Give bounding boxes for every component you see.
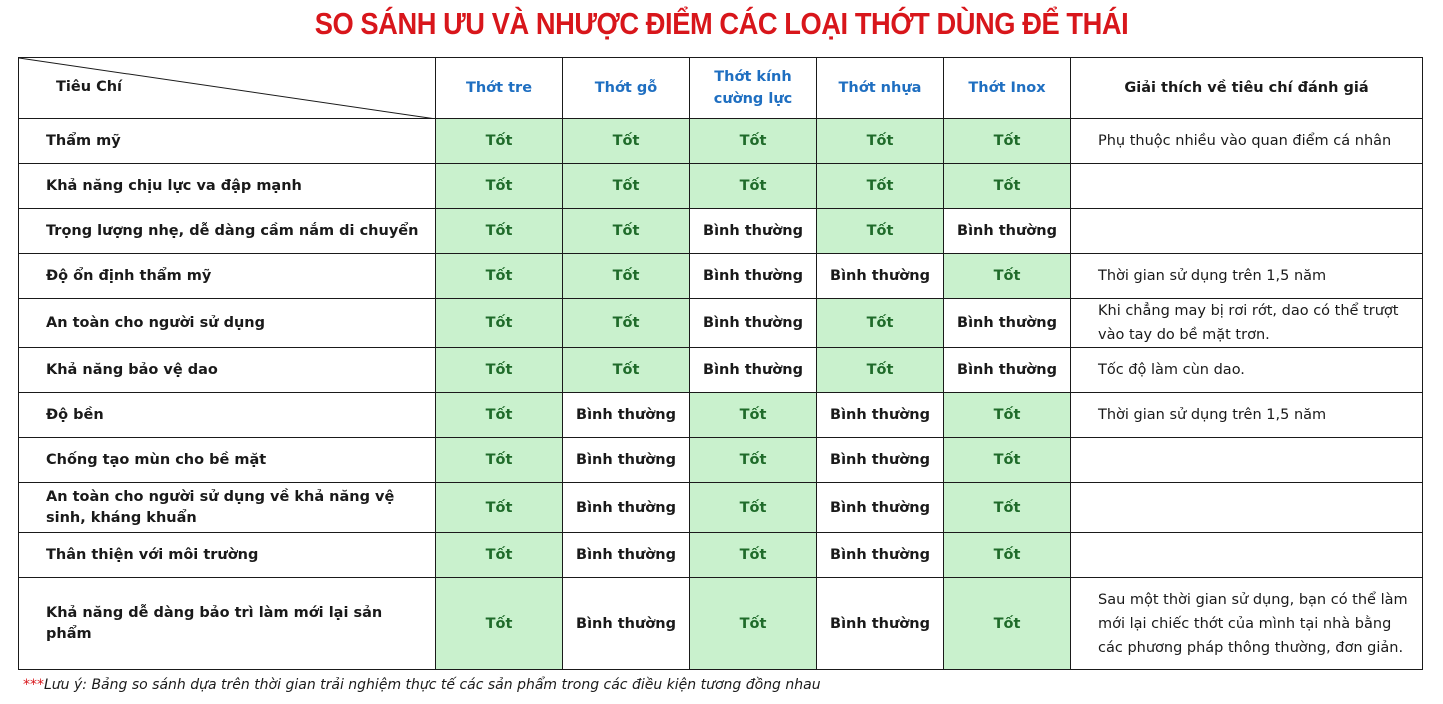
rating-good-cell: Tốt bbox=[436, 209, 563, 254]
rating-normal-cell: Bình thường bbox=[817, 533, 944, 578]
rating-normal-cell: Bình thường bbox=[563, 483, 690, 533]
table-row bbox=[19, 119, 1423, 164]
rating-normal-cell: Bình thường bbox=[563, 438, 690, 483]
rating-good-cell: Tốt bbox=[944, 393, 1071, 438]
rating-normal-cell: Bình thường bbox=[944, 348, 1071, 393]
rating-good-cell: Tốt bbox=[563, 119, 690, 164]
rating-good-cell: Tốt bbox=[944, 483, 1071, 533]
rating-good-cell: Tốt bbox=[817, 119, 944, 164]
rating-good-cell: Tốt bbox=[944, 578, 1071, 670]
rating-good-cell: Tốt bbox=[436, 393, 563, 438]
column-header: Thớt gỗ bbox=[563, 58, 690, 119]
explanation-cell: Thời gian sử dụng trên 1,5 năm bbox=[1071, 393, 1423, 438]
rating-normal-cell: Bình thường bbox=[690, 299, 817, 348]
footnote bbox=[23, 677, 821, 693]
rating-good-cell: Tốt bbox=[944, 254, 1071, 299]
rating-good-cell: Tốt bbox=[690, 578, 817, 670]
rating-normal-cell: Bình thường bbox=[817, 438, 944, 483]
criterion-cell: Chống tạo mùn cho bề mặt bbox=[19, 438, 436, 483]
criterion-cell: Trọng lượng nhẹ, dễ dàng cầm nắm di chuyển bbox=[19, 209, 436, 254]
explanation-cell bbox=[1071, 438, 1423, 483]
rating-good-cell: Tốt bbox=[690, 438, 817, 483]
table-row bbox=[19, 254, 1423, 299]
footnote-stars: *** bbox=[23, 677, 44, 693]
criteria-header bbox=[19, 58, 436, 119]
rating-good-cell: Tốt bbox=[436, 438, 563, 483]
criterion-cell: Khả năng bảo vệ dao bbox=[19, 348, 436, 393]
rating-good-cell: Tốt bbox=[944, 533, 1071, 578]
criterion-cell: Thân thiện với môi trường bbox=[19, 533, 436, 578]
table-row bbox=[19, 164, 1423, 209]
explanation-cell bbox=[1071, 164, 1423, 209]
rating-good-cell: Tốt bbox=[563, 164, 690, 209]
rating-normal-cell: Bình thường bbox=[817, 393, 944, 438]
column-header: Thớt kính cường lực bbox=[690, 58, 817, 119]
footnote-text: Lưu ý: Bảng so sánh dựa trên thời gian trải nghiệm thực tế các sản phẩm trong các điều kiện tương đồng nhau bbox=[44, 677, 821, 693]
rating-normal-cell: Bình thường bbox=[817, 578, 944, 670]
explanation-cell bbox=[1071, 209, 1423, 254]
rating-good-cell: Tốt bbox=[563, 254, 690, 299]
rating-good-cell: Tốt bbox=[817, 164, 944, 209]
rating-good-cell: Tốt bbox=[436, 299, 563, 348]
criteria-header-label: Tiêu Chí bbox=[56, 79, 123, 95]
rating-normal-cell: Bình thường bbox=[944, 299, 1071, 348]
explanation-cell bbox=[1071, 533, 1423, 578]
column-header: Thớt tre bbox=[436, 58, 563, 119]
rating-normal-cell: Bình thường bbox=[690, 254, 817, 299]
rating-good-cell: Tốt bbox=[690, 119, 817, 164]
table-row bbox=[19, 438, 1423, 483]
rating-normal-cell: Bình thường bbox=[690, 348, 817, 393]
rating-good-cell: Tốt bbox=[436, 119, 563, 164]
table-row bbox=[19, 483, 1423, 533]
rating-good-cell: Tốt bbox=[690, 533, 817, 578]
criterion-cell: Thẩm mỹ bbox=[19, 119, 436, 164]
column-header: Thớt Inox bbox=[944, 58, 1071, 119]
explanation-cell: Thời gian sử dụng trên 1,5 năm bbox=[1071, 254, 1423, 299]
rating-normal-cell: Bình thường bbox=[563, 578, 690, 670]
rating-good-cell: Tốt bbox=[944, 164, 1071, 209]
rating-good-cell: Tốt bbox=[690, 393, 817, 438]
rating-normal-cell: Bình thường bbox=[690, 209, 817, 254]
table-header-row bbox=[19, 58, 1423, 119]
rating-normal-cell: Bình thường bbox=[817, 254, 944, 299]
rating-good-cell: Tốt bbox=[817, 348, 944, 393]
rating-good-cell: Tốt bbox=[436, 164, 563, 209]
rating-normal-cell: Bình thường bbox=[817, 483, 944, 533]
table-row bbox=[19, 578, 1423, 670]
page-title: SO SÁNH ƯU VÀ NHƯỢC ĐIỂM CÁC LOẠI THỚT DÙNG ĐỂ THÁI bbox=[314, 6, 1129, 41]
rating-good-cell: Tốt bbox=[563, 299, 690, 348]
rating-good-cell: Tốt bbox=[436, 483, 563, 533]
table-row bbox=[19, 299, 1423, 348]
explanation-cell: Sau một thời gian sử dụng, bạn có thể làm mới lại chiếc thớt của mình tại nhà bằng các phương pháp thông thường, đơn giản. bbox=[1071, 578, 1423, 670]
rating-good-cell: Tốt bbox=[690, 164, 817, 209]
table-row bbox=[19, 348, 1423, 393]
rating-good-cell: Tốt bbox=[944, 438, 1071, 483]
rating-good-cell: Tốt bbox=[436, 578, 563, 670]
rating-good-cell: Tốt bbox=[563, 209, 690, 254]
rating-normal-cell: Bình thường bbox=[563, 533, 690, 578]
rating-good-cell: Tốt bbox=[436, 254, 563, 299]
table-row bbox=[19, 393, 1423, 438]
rating-good-cell: Tốt bbox=[817, 209, 944, 254]
table-body bbox=[19, 119, 1423, 670]
explanation-cell: Phụ thuộc nhiều vào quan điểm cá nhân bbox=[1071, 119, 1423, 164]
criterion-cell: Độ bền bbox=[19, 393, 436, 438]
rating-normal-cell: Bình thường bbox=[944, 209, 1071, 254]
criterion-cell: Khả năng chịu lực va đập mạnh bbox=[19, 164, 436, 209]
explanation-cell: Khi chẳng may bị rơi rớt, dao có thể trượt vào tay do bề mặt trơn. bbox=[1071, 299, 1423, 348]
rating-normal-cell: Bình thường bbox=[563, 393, 690, 438]
explanation-cell: Tốc độ làm cùn dao. bbox=[1071, 348, 1423, 393]
explanation-header: Giải thích về tiêu chí đánh giá bbox=[1071, 58, 1423, 119]
rating-good-cell: Tốt bbox=[944, 119, 1071, 164]
column-header: Thớt nhựa bbox=[817, 58, 944, 119]
rating-good-cell: Tốt bbox=[563, 348, 690, 393]
criterion-cell: An toàn cho người sử dụng bbox=[19, 299, 436, 348]
rating-good-cell: Tốt bbox=[817, 299, 944, 348]
comparison-table bbox=[18, 57, 1423, 670]
criterion-cell: Khả năng dễ dàng bảo trì làm mới lại sản phẩm bbox=[19, 578, 436, 670]
table-row bbox=[19, 533, 1423, 578]
criterion-cell: Độ ổn định thẩm mỹ bbox=[19, 254, 436, 299]
criterion-cell: An toàn cho người sử dụng về khả năng vệ sinh, kháng khuẩn bbox=[19, 483, 436, 533]
table-row bbox=[19, 209, 1423, 254]
explanation-cell bbox=[1071, 483, 1423, 533]
rating-good-cell: Tốt bbox=[436, 533, 563, 578]
rating-good-cell: Tốt bbox=[436, 348, 563, 393]
rating-good-cell: Tốt bbox=[690, 483, 817, 533]
